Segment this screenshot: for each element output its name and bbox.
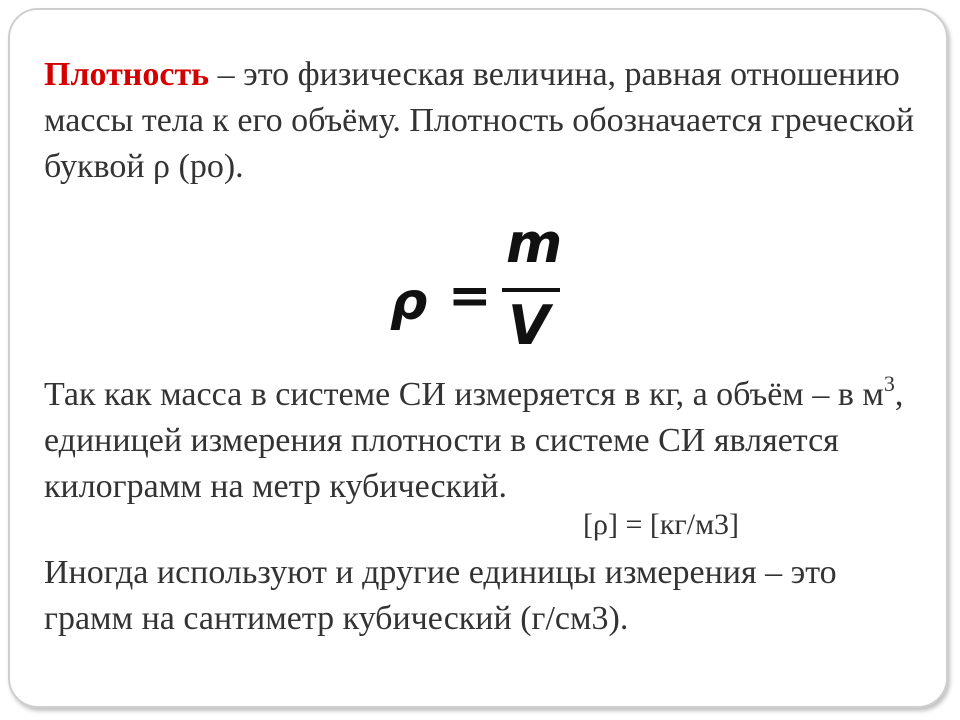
formula-numerator-mass: m xyxy=(506,212,563,275)
other-units-paragraph: Иногда используют и другие единицы измерения – это грамм на сантиметр кубический (г/см3). xyxy=(44,554,837,637)
si-text-part1: Так как масса в системе СИ измеряется в кг, а объём – в м xyxy=(44,376,884,413)
formula-fraction-bar xyxy=(502,288,560,292)
unit-formula: [ρ] = [кг/м3] xyxy=(583,508,740,541)
formula-density-symbol: ρ xyxy=(390,272,428,332)
si-units-paragraph xyxy=(44,372,924,510)
density-formula xyxy=(390,212,610,362)
formula-equals-sign: = xyxy=(448,266,492,326)
si-superscript: 3 xyxy=(883,371,895,396)
si-text-part2: , единицей измерения плотности в системе СИ является килограмм на метр кубический. xyxy=(44,376,904,505)
definition-paragraph xyxy=(44,52,924,190)
formula-denominator-volume: V xyxy=(508,294,550,357)
definition-text: – это физическая величина, равная отношению массы тела к его объёму. Плотность обозначается греческой буквой ρ (ро). xyxy=(44,56,915,185)
definition-term: Плотность xyxy=(44,56,210,93)
